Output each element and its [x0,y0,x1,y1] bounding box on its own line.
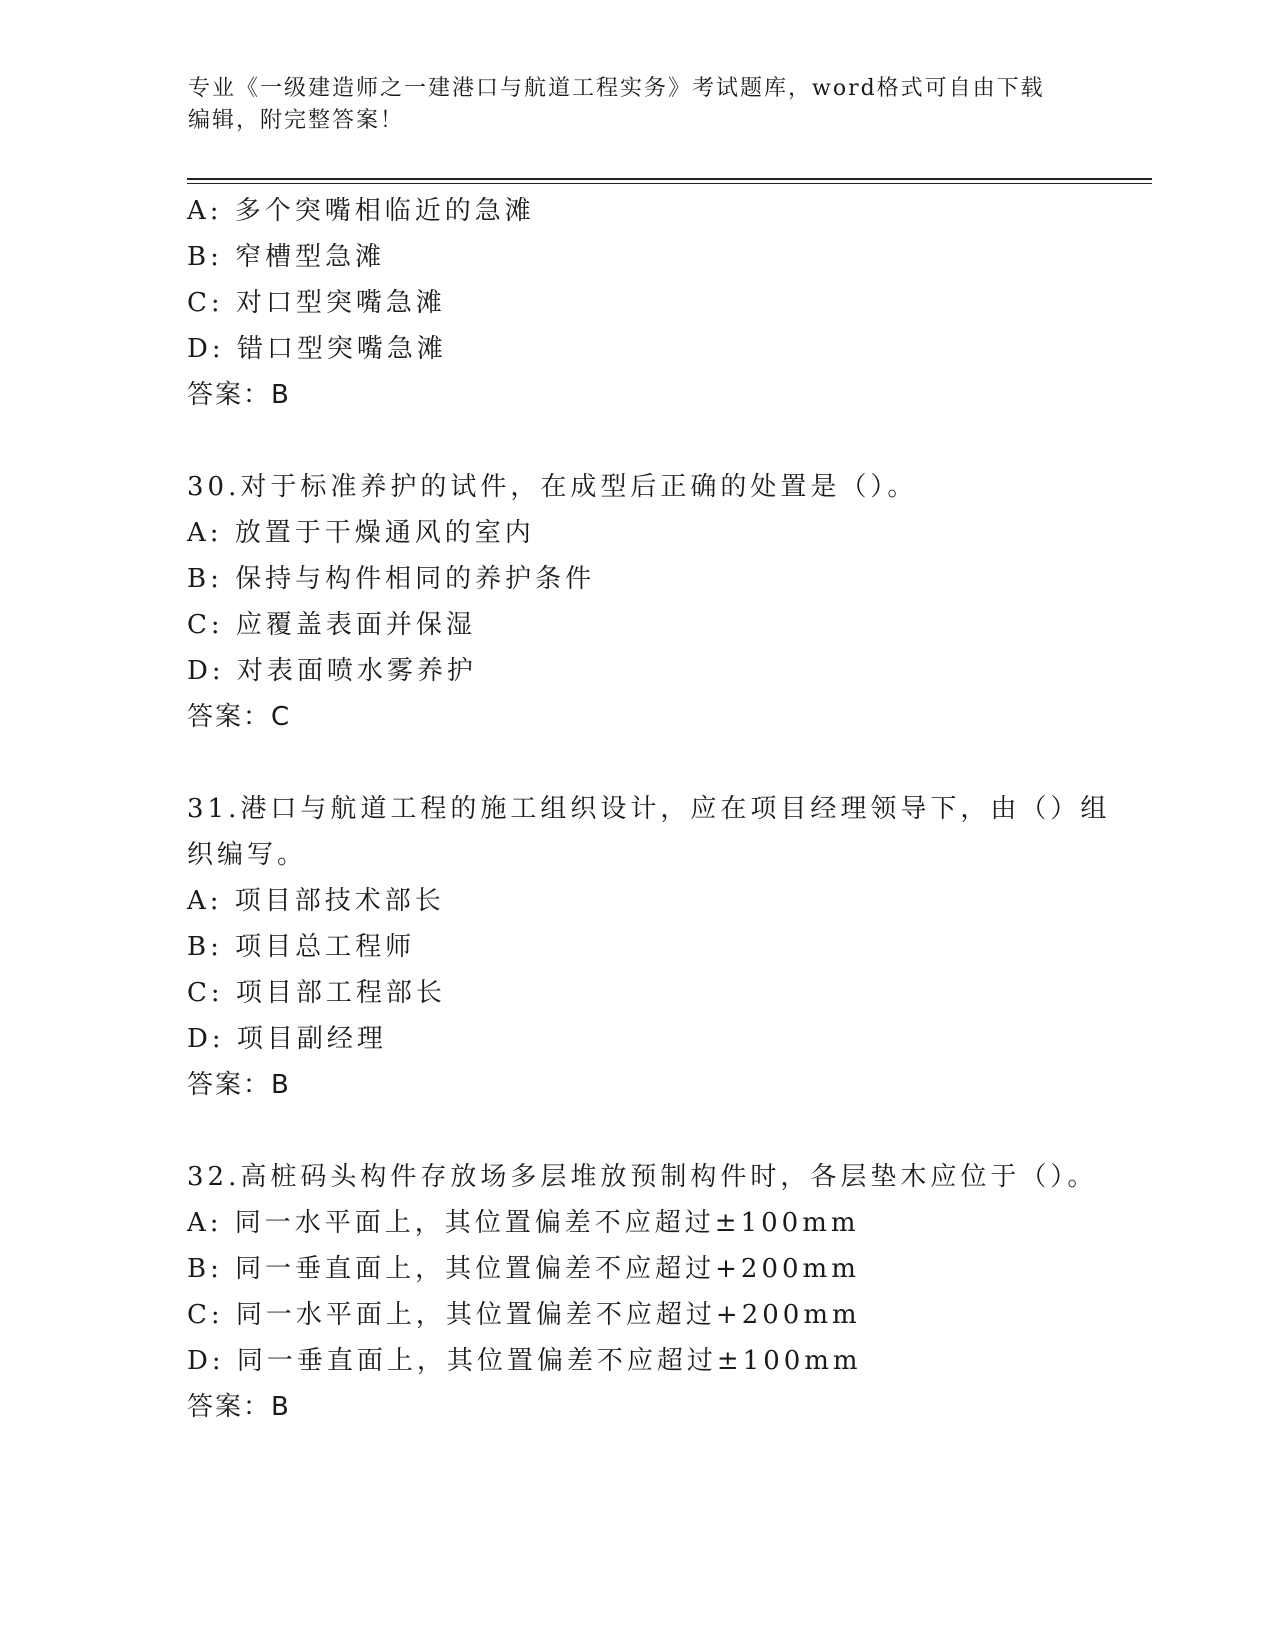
option-c: C: 同一水平面上，其位置偏差不应超过+200mm [187,1300,861,1330]
option-b: B: 保持与构件相同的养护条件 [187,564,596,594]
header-line-2: 编辑，附完整答案！ [188,108,405,133]
question-list [187,188,1117,1430]
option-a: A: 项目部技术部长 [187,886,445,916]
option-b: B: 同一垂直面上，其位置偏差不应超过+200mm [187,1254,860,1284]
header-divider-thin [187,183,1152,184]
spacer [187,418,1117,464]
option-c: C: 项目部工程部长 [187,978,446,1008]
question-text: 30.对于标准养护的试件，在成型后正确的处置是（）。 [187,472,918,502]
header-divider-thick [187,178,1152,180]
spacer [187,1108,1117,1154]
option-d: D: 同一垂直面上，其位置偏差不应超过±100mm [187,1346,862,1376]
question-text-line-2: 织编写。 [187,840,308,870]
header-line-1: 专业《一级建造师之一建港口与航道工程实务》考试题库，word格式可自由下载 [188,76,1045,101]
option-d: D: 对表面喷水雾养护 [187,656,477,686]
option-d: D: 错口型突嘴急滩 [187,334,447,364]
answer-line: 答案：B [187,380,291,410]
option-d: D: 项目副经理 [187,1024,387,1054]
document-header [188,73,1088,137]
question-text-line-1: 31.港口与航道工程的施工组织设计，应在项目经理领导下，由（）组 [187,794,1111,824]
answer-line: 答案：B [187,1392,291,1422]
option-a: A: 放置于干燥通风的室内 [187,518,535,548]
question-31-block [187,786,1117,1108]
question-29-block [187,188,1117,418]
option-c: C: 对口型突嘴急滩 [187,288,446,318]
question-30-block [187,464,1117,740]
question-text: 32.高桩码头构件存放场多层堆放预制构件时，各层垫木应位于（）。 [187,1162,1098,1192]
option-b: B: 项目总工程师 [187,932,416,962]
option-a: A: 同一水平面上，其位置偏差不应超过±100mm [187,1208,860,1238]
question-32-block [187,1154,1117,1430]
option-b: B: 窄槽型急滩 [187,242,386,272]
answer-line: 答案：B [187,1070,291,1100]
option-a: A: 多个突嘴相临近的急滩 [187,196,535,226]
option-c: C: 应覆盖表面并保湿 [187,610,476,640]
answer-line: 答案：C [187,702,292,732]
spacer [187,740,1117,786]
